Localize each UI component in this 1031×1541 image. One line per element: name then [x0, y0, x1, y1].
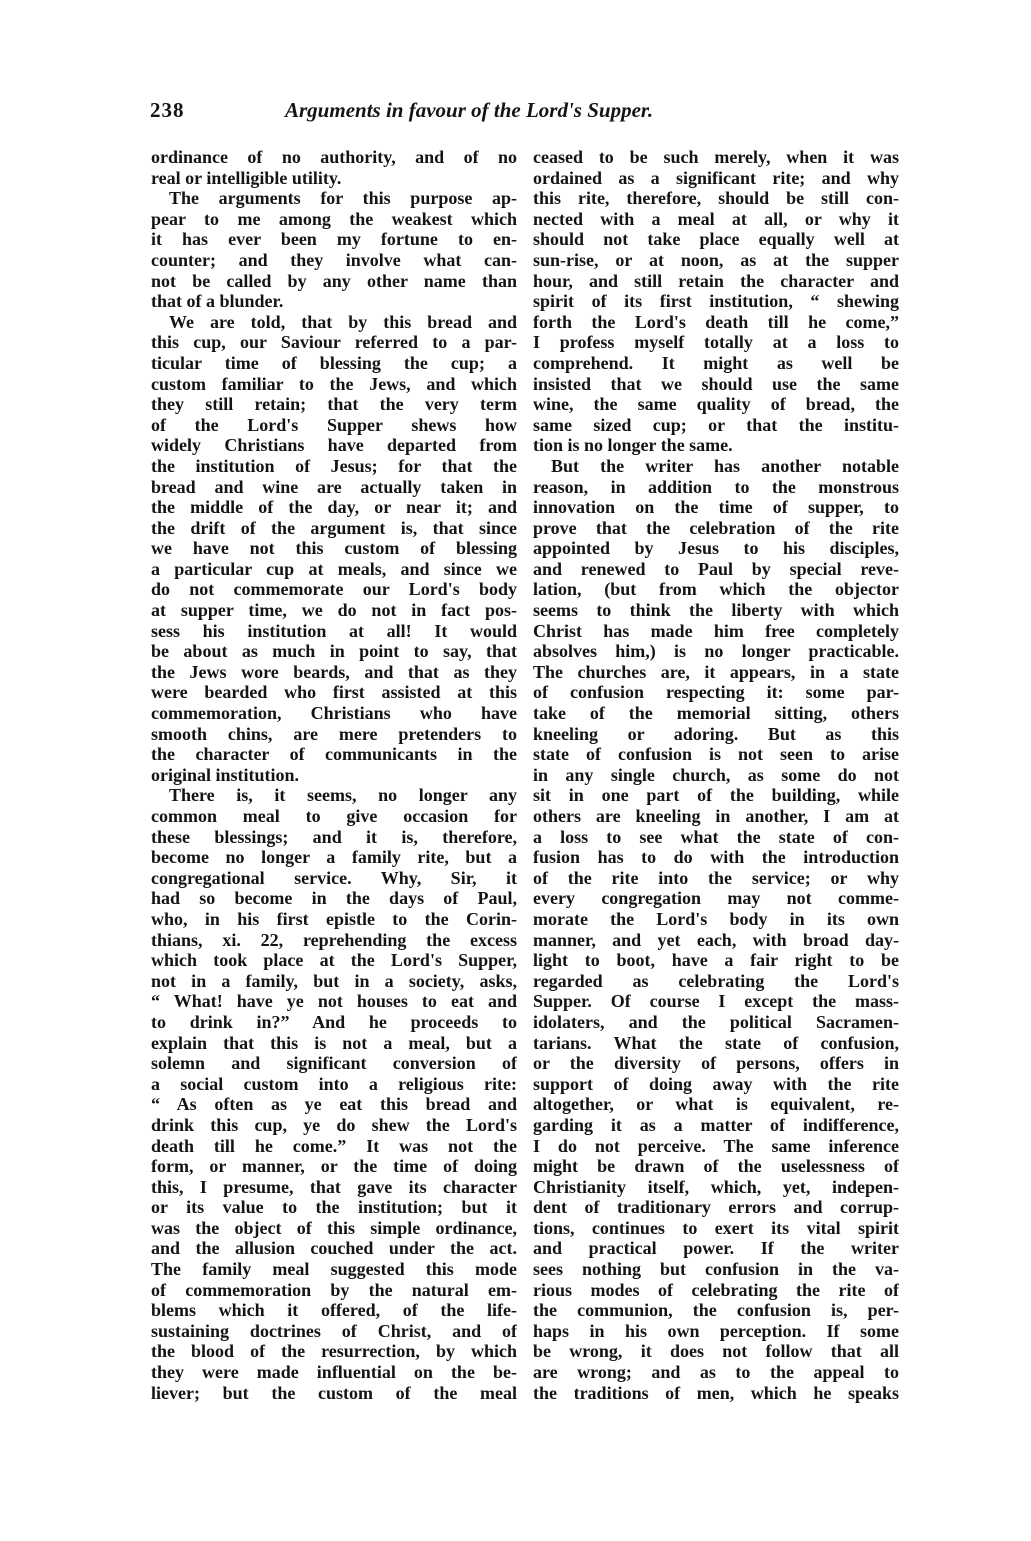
text-line: “ As often as ye eat this bread and [151, 1094, 517, 1115]
text-line: There is, it seems, no longer any [169, 785, 517, 806]
text-line: of confusion respecting it: some par- [533, 682, 899, 703]
text-line: rious modes of celebrating the rite of [533, 1279, 899, 1300]
text-line: a loss to see what the state of con- [533, 826, 899, 847]
text-line: sees nothing but confusion in the va- [533, 1259, 899, 1280]
text-line: support of doing away with the rite [533, 1073, 899, 1094]
text-line: sustaining doctrines of Christ, and of [151, 1320, 517, 1341]
text-line: original institution. [151, 764, 300, 785]
text-line: are wrong; and as to the appeal to [533, 1362, 899, 1383]
text-line: that of a blunder. [151, 291, 284, 312]
text-line: ticular time of blessing the cup; a [151, 352, 517, 373]
text-line: forth the Lord's death till he come,” [533, 311, 899, 332]
text-line: blems which it offered, of the life- [151, 1300, 517, 1321]
text-line: altogether, or what is equivalent, re- [533, 1094, 899, 1115]
page-header [150, 98, 890, 132]
text-line: this rite, therefore, should be still con- [533, 188, 899, 209]
text-line: Christianity itself, which, yet, indepen- [533, 1176, 899, 1197]
text-line: were bearded who first assisted at this [151, 682, 517, 703]
text-line: every congregation may not comme- [533, 888, 899, 909]
text-line: absolves him,) is no longer practicable. [533, 641, 899, 662]
text-line: or its value to the institution; but it [151, 1197, 517, 1218]
text-line: we have not this custom of blessing [151, 538, 517, 559]
text-line: tarians. What the state of confusion, [533, 1032, 899, 1053]
text-line: haps in his own perception. If some [533, 1320, 899, 1341]
text-line: who, in his first epistle to the Corin- [151, 908, 517, 929]
text-line: congregational service. Why, Sir, it [151, 867, 517, 888]
text-line: the Jews wore beards, and that as they [151, 661, 517, 682]
text-line: the blood of the resurrection, by which [151, 1341, 517, 1362]
text-line: The family meal suggested this mode [151, 1259, 517, 1280]
text-line: they still retain; that the very term [151, 394, 517, 415]
text-line: might be drawn of the uselessness of [533, 1156, 899, 1177]
text-line: the traditions of men, which he speaks [533, 1382, 899, 1403]
text-line: tions, continues to exert its vital spirit [533, 1217, 899, 1238]
text-line: these blessings; and it is, therefore, [151, 826, 517, 847]
text-line: to drink in?” And he proceeds to [151, 1011, 517, 1032]
text-line: it has ever been my fortune to en- [151, 229, 517, 250]
text-line: fusion has to do with the introduction [533, 847, 899, 868]
text-line: seems to think the liberty with which [533, 600, 899, 621]
text-line: form, or manner, or the time of doing [151, 1156, 517, 1177]
text-line: real or intelligible utility. [151, 167, 342, 188]
text-line: and renewed to Paul by special reve- [533, 558, 899, 579]
text-line: nected with a meal at all, or why it [533, 208, 899, 229]
text-line: Supper. Of course I except the mass- [533, 991, 899, 1012]
text-line: innovation on the time of supper, to [533, 497, 899, 518]
text-line: take of the memorial sitting, others [533, 703, 899, 724]
text-line: not be called by any other name than [151, 270, 517, 291]
text-line: custom familiar to the Jews, and which [151, 373, 517, 394]
text-line: commemoration, Christians who have [151, 703, 517, 724]
text-line: ordained as a significant rite; and why [533, 167, 899, 188]
text-line: Christ has made him free completely [533, 620, 899, 641]
text-line: the institution of Jesus; for that the [151, 455, 517, 476]
text-line: this, I presume, that gave its character [151, 1176, 517, 1197]
text-line: lation, (but from which the objector [533, 579, 899, 600]
left-column [151, 147, 517, 1403]
text-line: kneeling or adoring. But as this [533, 723, 899, 744]
text-line: not in a family, but in a society, asks, [151, 970, 517, 991]
text-line: this cup, our Saviour referred to a par- [151, 332, 517, 353]
text-line: The churches are, it appears, in a state [533, 661, 899, 682]
text-line: the middle of the day, or near it; and [151, 497, 517, 518]
text-line: explain that this is not a meal, but a [151, 1032, 517, 1053]
text-line: was the object of this simple ordinance, [151, 1217, 517, 1238]
text-line: same sized cup; or that the institu- [533, 414, 899, 435]
text-line: light to boot, have a fair right to be [533, 950, 899, 971]
text-line: wine, the same quality of bread, the [533, 394, 899, 415]
text-line: of the Lord's Supper shews how [151, 414, 517, 435]
text-line: and the allusion couched under the act. [151, 1238, 517, 1259]
text-line: do not commemorate our Lord's body [151, 579, 517, 600]
text-line: “ What! have ye not houses to eat and [151, 991, 517, 1012]
text-line: others are kneeling in another, I am at [533, 806, 899, 826]
text-line: appointed by Jesus to his disciples, [533, 538, 899, 559]
text-line: thians, xi. 22, reprehending the excess [151, 929, 517, 950]
text-line: the drift of the argument is, that since [151, 517, 517, 538]
text-line: they were made influential on the be- [151, 1362, 517, 1383]
text-line: I profess myself totally at a loss to [533, 332, 899, 353]
text-line: liever; but the custom of the meal [151, 1382, 517, 1403]
text-line: insisted that we should use the same [533, 373, 899, 394]
text-line: morate the Lord's body in its own [533, 908, 899, 929]
right-column [533, 147, 899, 1403]
text-line: prove that the celebration of the rite [533, 517, 899, 538]
text-line: manner, and yet each, with broad day- [533, 929, 899, 950]
text-line: widely Christians have departed from [151, 435, 517, 456]
text-line: ceased to be such merely, when it was [533, 147, 899, 167]
text-line: sit in one part of the building, while [533, 785, 899, 806]
text-line: be wrong, it does not follow that all [533, 1341, 899, 1362]
text-line: should not take place equally well at [533, 229, 899, 250]
text-line: smooth chins, are mere pretenders to [151, 723, 517, 744]
text-line: reason, in addition to the monstrous [533, 476, 899, 497]
text-line: pear to me among the weakest which [151, 208, 517, 229]
text-line: the communion, the confusion is, per- [533, 1300, 899, 1321]
text-line: a particular cup at meals, and since we [151, 558, 517, 579]
text-line: counter; and they involve what can- [151, 249, 517, 270]
text-line: become no longer a family rite, but a [151, 847, 517, 868]
text-line: garding it as a matter of indifference, [533, 1114, 899, 1135]
text-line: The arguments for this purpose ap- [169, 188, 517, 209]
text-line: of commemoration by the natural em- [151, 1279, 517, 1300]
text-line: solemn and significant conversion of [151, 1053, 517, 1074]
text-line: the character of communicants in the [151, 744, 517, 765]
running-title: Arguments in favour of the Lord's Supper. [285, 98, 654, 122]
text-line: common meal to give occasion for [151, 806, 517, 826]
text-line: sun-rise, or at noon, as at the supper [533, 249, 899, 270]
text-line: ordinance of no authority, and of no [151, 147, 517, 167]
text-line: idolaters, and the political Sacramen- [533, 1011, 899, 1032]
text-line: But the writer has another notable [551, 455, 899, 476]
text-line: of the rite into the service; or why [533, 867, 899, 888]
text-line: had so become in the days of Paul, [151, 888, 517, 909]
text-line: I do not perceive. The same inference [533, 1135, 899, 1156]
text-line: death till he come.” It was not the [151, 1135, 517, 1156]
text-line: or the diversity of persons, offers in [533, 1053, 899, 1074]
text-line: in any single church, as some do not [533, 764, 899, 785]
text-line: a social custom into a religious rite: [151, 1073, 517, 1094]
text-line: and practical power. If the writer [533, 1238, 899, 1259]
text-line: which took place at the Lord's Supper, [151, 950, 517, 971]
text-line: dent of traditionary errors and corrup- [533, 1197, 899, 1218]
text-line: We are told, that by this bread and [169, 311, 517, 332]
text-line: drink this cup, ye do shew the Lord's [151, 1114, 517, 1135]
page-number: 238 [150, 98, 185, 122]
text-line: state of confusion is not seen to arise [533, 744, 899, 765]
text-line: bread and wine are actually taken in [151, 476, 517, 497]
text-line: at supper time, we do not in fact pos- [151, 600, 517, 621]
text-line: spirit of its first institution, “ shewing [533, 291, 899, 312]
text-line: regarded as celebrating the Lord's [533, 970, 899, 991]
text-line: be about as much in point to say, that [151, 641, 517, 662]
text-line: sess his institution at all! It would [151, 620, 517, 641]
text-line: hour, and still retain the character and [533, 270, 899, 291]
text-line: comprehend. It might as well be [533, 352, 899, 373]
text-line: tion is no longer the same. [533, 435, 733, 456]
